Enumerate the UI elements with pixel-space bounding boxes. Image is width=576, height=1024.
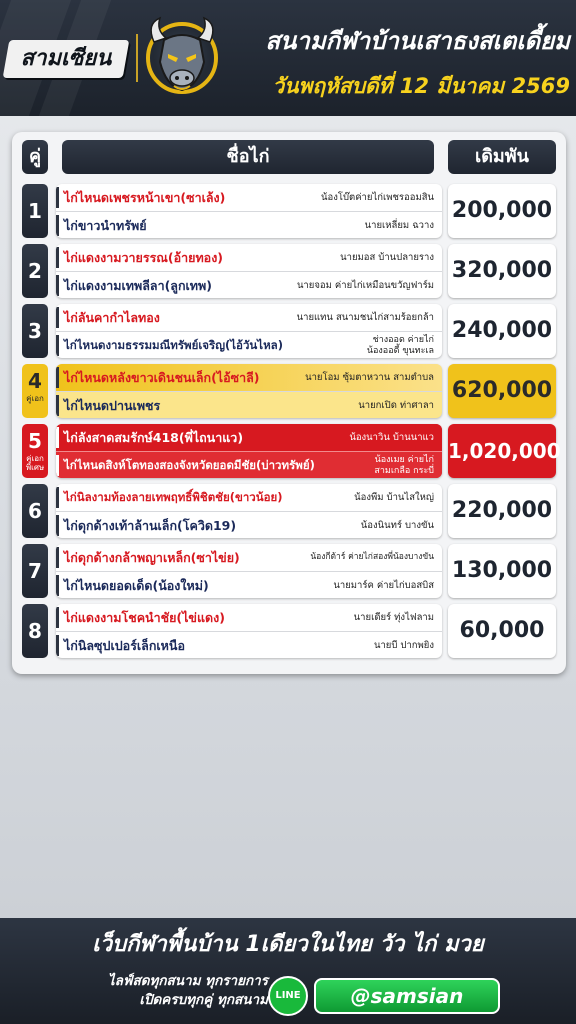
match-number-value: 7 <box>28 559 42 583</box>
chicken-name: ไก่แดงงามวายรรณ(อ้ายทอง) <box>64 250 224 265</box>
match-number <box>22 304 48 358</box>
match-pair <box>56 424 442 478</box>
chicken-name: ไก่นิลงามท้องลายเทพฤทธิ์พิชิตชัย(ขาวน้อย) <box>64 490 283 504</box>
owner-name: นายมอส บ้านปลายราง <box>340 252 434 263</box>
corner-bar <box>56 547 59 568</box>
red-corner <box>56 184 442 211</box>
chicken-name: ไก่แดงงามเทพลีลา(ลูกเทพ) <box>64 278 212 293</box>
bet-amount: 200,000 <box>448 184 556 238</box>
owner-line: สามเกลือ กระบี่ <box>374 466 434 476</box>
bet-amount: 320,000 <box>448 244 556 298</box>
owner-line: น้องออดี้ ขุนทะเล <box>366 346 434 356</box>
line-app-icon[interactable]: LINE <box>268 976 308 1016</box>
corner-bar <box>56 215 59 236</box>
owner-name: นายกเปิด ท่าศาลา <box>358 400 434 411</box>
match-number-value: 6 <box>28 499 42 523</box>
owner-name: นายเหลี่ยม ฉวาง <box>364 220 434 231</box>
match-pair <box>56 604 442 658</box>
blue-corner <box>56 511 442 538</box>
match-pair <box>56 484 442 538</box>
chicken-name: ไก่ขาวนำทรัพย์ <box>64 218 147 233</box>
logo-divider <box>136 34 138 82</box>
owner-line: น้องเมย ค่ายไก่ <box>374 455 434 465</box>
match-number <box>22 544 48 598</box>
chicken-name: ไก่ดุกด้างเท้าล้านเล็ก(โควิด19) <box>64 518 237 533</box>
owner-name <box>374 455 434 477</box>
chicken-name: ไก่ลังสาดสมรักษ์418(พี่ไถนาแว) <box>64 430 244 445</box>
match-number-value: 1 <box>28 199 42 223</box>
corner-bar <box>56 427 59 448</box>
header-chickens: ชื่อไก่ <box>62 140 434 174</box>
match-row <box>12 244 566 298</box>
red-corner <box>56 424 442 451</box>
blue-corner <box>56 451 442 478</box>
corner-bar <box>56 367 59 388</box>
match-number-value: 3 <box>28 319 42 343</box>
match-pair <box>56 244 442 298</box>
footer-tagline-line: เปิดครบทุกคู่ ทุกสนาม <box>139 992 268 1008</box>
match-tag: คู่เอก พิเศษ <box>25 454 45 472</box>
corner-bar <box>56 335 59 356</box>
match-number-value: 5 <box>28 429 42 453</box>
owner-name: นายมาร์ค ค่ายไก่บอสบิส <box>333 580 434 591</box>
bet-amount: 60,000 <box>448 604 556 658</box>
blue-corner <box>56 211 442 238</box>
corner-bar <box>56 455 59 476</box>
chicken-name: ไก่ดุกด้างกล้าพญาเหล็ก(ซาไข่ย) <box>64 550 240 565</box>
footer-tagline <box>58 972 268 1010</box>
chicken-name: ไก่ไหนดงามธรรมมณีทรัพย์เจริญ(ไอ้วันไหล) <box>64 338 283 352</box>
owner-name: นายจอม ค่ายไก่เหมือนขวัญฟาร์ม <box>296 280 434 291</box>
blue-corner <box>56 391 442 418</box>
bet-amount: 240,000 <box>448 304 556 358</box>
header-bet: เดิมพัน <box>448 140 556 174</box>
match-number <box>22 244 48 298</box>
footer-headline: เว็บกีฬาพื้นบ้าน 1เดียวในไทย วัว ไก่ มวย <box>92 932 484 957</box>
match-row-main <box>12 364 566 418</box>
bet-amount: 130,000 <box>448 544 556 598</box>
match-row <box>12 484 566 538</box>
header <box>0 0 576 116</box>
bet-amount: 220,000 <box>448 484 556 538</box>
corner-bar <box>56 395 59 416</box>
chicken-name: ไก่ไหนดปานเพชร <box>64 398 161 413</box>
red-corner <box>56 304 442 331</box>
match-pair <box>56 364 442 418</box>
footer <box>0 918 576 1024</box>
chicken-name: ไก่ไหนดยอดเด็ด(น้องใหม่) <box>64 578 209 593</box>
bet-amount: 1,020,000 <box>448 424 556 478</box>
brand-text: สามเซียน <box>20 46 112 71</box>
red-corner <box>56 484 442 511</box>
blue-corner <box>56 631 442 658</box>
owner-name: น้องนาวิน บ้านนาแว <box>349 432 434 443</box>
corner-bar <box>56 275 59 296</box>
blue-corner <box>56 271 442 298</box>
owner-name: น้องพีม บ้านไสใหญ่ <box>354 492 434 503</box>
match-number <box>22 364 48 418</box>
red-corner <box>56 544 442 571</box>
header-pair: คู่ <box>22 140 48 174</box>
corner-bar <box>56 247 59 268</box>
event-date: วันพฤหัสบดีที่ 12 มีนาคม 2569 <box>272 74 570 98</box>
match-tag: คู่เอก <box>26 394 44 403</box>
corner-bar <box>56 635 59 656</box>
corner-bar <box>56 187 59 208</box>
match-row <box>12 184 566 238</box>
red-corner <box>56 364 442 391</box>
match-number <box>22 184 48 238</box>
owner-name: น้องโบ๊ตค่ายไก่เพชรออมสิน <box>321 192 434 203</box>
match-number <box>22 424 48 478</box>
match-row <box>12 304 566 358</box>
corner-bar <box>56 575 59 596</box>
match-number <box>22 484 48 538</box>
match-pair <box>56 544 442 598</box>
chicken-name: ไก่แดงงามโชคนำชัย(ไข่แดง) <box>64 610 225 625</box>
fight-card <box>12 132 566 674</box>
chicken-name: ไก่ลันคากำไลทอง <box>64 310 160 325</box>
brand-logo <box>3 40 130 78</box>
owner-name: นายโอม ซุ้มตาหวาน สามตำบล <box>305 372 434 383</box>
match-row-special <box>12 424 566 478</box>
blue-corner <box>56 571 442 598</box>
match-pair <box>56 184 442 238</box>
owner-name: นายเดียร์ ทุ่งไฟลาม <box>353 612 434 623</box>
chicken-name: ไก่ไหนดสิงห์โตทองสองจังหวัดยอดมีชัย(บ่าวทรัพย์) <box>64 458 315 472</box>
match-row <box>12 544 566 598</box>
corner-bar <box>56 607 59 628</box>
owner-line: ช่างออด ค่ายไก่ <box>372 335 434 345</box>
red-corner <box>56 244 442 271</box>
match-number-value: 2 <box>28 259 42 283</box>
owner-name: น้องนินทร์ บางขัน <box>360 520 434 531</box>
blue-corner <box>56 331 442 358</box>
chicken-name: ไก่ไหนดเพชรหน้าเขา(ซาเล้ง) <box>64 190 226 205</box>
corner-bar <box>56 487 59 508</box>
chicken-name: ไก่นิลซุปเปอร์เล็กเหนือ <box>64 638 185 653</box>
owner-name: นายแทน สนามชนไก่สามร้อยกล้า <box>296 312 434 323</box>
match-number-value: 8 <box>28 619 42 643</box>
footer-tagline-line: ไลฟ์สดทุกสนาม ทุกรายการ <box>107 973 268 989</box>
chicken-name: ไก่ไหนดหลังขาวเดินชนเล็ก(ไอ้ซาลี) <box>64 370 260 385</box>
match-pair <box>56 304 442 358</box>
corner-bar <box>56 515 59 536</box>
match-row <box>12 604 566 658</box>
match-number-value: 4 <box>28 369 42 393</box>
owner-name <box>367 335 434 357</box>
corner-bar <box>56 307 59 328</box>
red-corner <box>56 604 442 631</box>
line-id-button[interactable]: @samsian <box>314 978 500 1014</box>
bull-mascot-icon <box>146 22 218 94</box>
bet-amount: 620,000 <box>448 364 556 418</box>
stadium-title: สนามกีฬาบ้านเสาธงสเตเดี้ยม <box>265 27 570 55</box>
owner-name: นายบี ปากพยิง <box>373 640 434 651</box>
owner-name: น้องกีต้าร์ ค่ายไก่สองพี่น้องบางขัน <box>310 552 434 562</box>
match-number <box>22 604 48 658</box>
